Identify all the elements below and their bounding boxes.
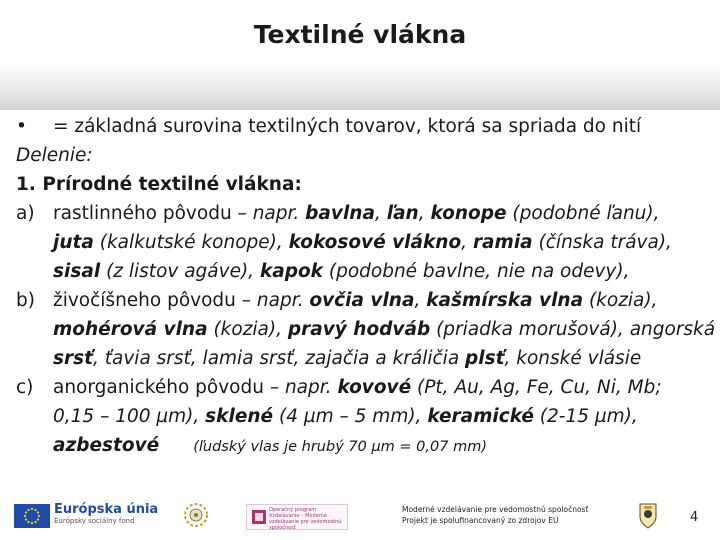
item-c-text: (4 µm – 5 mm), bbox=[273, 406, 428, 427]
item-c-line-1 bbox=[16, 373, 716, 402]
item-b-text: , bbox=[414, 290, 427, 311]
wheel-logo-icon bbox=[183, 502, 209, 532]
page-number: 4 bbox=[690, 510, 699, 525]
item-c-fiber: kovové bbox=[337, 377, 412, 398]
item-a-text: (z listov agáve), bbox=[100, 261, 260, 282]
item-b-text: , ťavia srsť, lamia srsť, zajačia a králičia bbox=[93, 348, 466, 369]
page-title: Textilné vlákna bbox=[253, 20, 467, 49]
item-a-line-1 bbox=[16, 199, 716, 228]
eu-title: Európska únia bbox=[54, 502, 159, 517]
item-a-text: , bbox=[418, 203, 431, 224]
item-a-text: (podobné ľanu), bbox=[506, 203, 660, 224]
item-a-fiber: ramia bbox=[472, 232, 533, 253]
item-b-line-2 bbox=[16, 315, 716, 344]
item-a-line-3 bbox=[16, 257, 716, 286]
item-c-line-3 bbox=[16, 431, 716, 462]
item-c-text: anorganického pôvodu – bbox=[53, 377, 285, 398]
project-line-2: Projekt je spolufinancovaný zo zdrojov EÚ bbox=[402, 516, 559, 525]
division-label: Delenie: bbox=[16, 145, 93, 166]
item-b-text: napr. bbox=[256, 290, 310, 311]
intro-line bbox=[16, 112, 716, 141]
item-c-text: (Pt, Au, Ag, Fe, Cu, Ni, Mb; bbox=[411, 377, 662, 398]
item-c-fiber: keramické bbox=[427, 406, 534, 427]
program-logo-icon bbox=[251, 509, 267, 525]
item-a-fiber: ľan bbox=[386, 203, 419, 224]
item-a-text: , bbox=[461, 232, 473, 253]
hair-note: (ľudský vlas je hrubý 70 µm = 0,07 mm) bbox=[193, 439, 487, 455]
item-b-fiber: ovčia vlna bbox=[309, 290, 415, 311]
eu-subtitle: Európsky sociálny fond bbox=[54, 517, 135, 525]
item-a-fiber: kokosové vlákno bbox=[288, 232, 462, 253]
project-line-1: Moderné vzdelávanie pre vedomostnú spoločnosť bbox=[402, 505, 589, 514]
school-crest-icon bbox=[638, 502, 658, 534]
item-a-label: a) bbox=[16, 203, 35, 224]
item-a-fiber: konope bbox=[430, 203, 507, 224]
footer bbox=[0, 494, 720, 540]
title-band bbox=[0, 62, 720, 110]
item-c-fiber: azbestové bbox=[53, 435, 160, 456]
item-a-text: , bbox=[374, 203, 387, 224]
item-b-line-3 bbox=[16, 344, 716, 373]
item-a-fiber: kapok bbox=[259, 261, 323, 282]
item-a-line-2 bbox=[16, 228, 716, 257]
item-b-fiber: srsť bbox=[53, 348, 93, 369]
section-heading: 1. Prírodné textilné vlákna: bbox=[16, 174, 302, 195]
bullet: • bbox=[16, 116, 27, 137]
item-b-fiber: kašmírska vlna bbox=[426, 290, 584, 311]
item-a-text: rastlinného pôvodu – bbox=[53, 203, 253, 224]
item-a-fiber: bavlna bbox=[305, 203, 375, 224]
item-b-text: , konské vlásie bbox=[504, 348, 642, 369]
item-b-fiber: plsť bbox=[465, 348, 505, 369]
item-a-text: napr. bbox=[252, 203, 306, 224]
item-b-fiber: mohérová vlna bbox=[53, 319, 208, 340]
project-info bbox=[402, 504, 588, 526]
eu-flag-icon bbox=[14, 504, 50, 528]
item-a-fiber: juta bbox=[53, 232, 94, 253]
item-c-line-2 bbox=[16, 402, 716, 431]
eu-label bbox=[54, 502, 158, 526]
item-a-text: (podobné bavlne, nie na odevy), bbox=[322, 261, 630, 282]
program-text: Operačný program Vzdelávanie – Moderné vzdelávanie pre vedomostnú spoločnosť bbox=[269, 507, 342, 531]
item-c-fiber: sklené bbox=[205, 406, 274, 427]
item-b-line-1 bbox=[16, 286, 716, 315]
item-c-text: napr. bbox=[284, 377, 338, 398]
item-b-text: (kozia), bbox=[207, 319, 288, 340]
item-b-text: živočíšneho pôvodu – bbox=[53, 290, 257, 311]
program-logo bbox=[246, 504, 348, 530]
item-b-label: b) bbox=[16, 290, 35, 311]
item-c-text: 0,15 – 100 µm), bbox=[53, 406, 206, 427]
item-b-text: (kozia), bbox=[583, 290, 658, 311]
item-a-text: (čínska tráva), bbox=[532, 232, 672, 253]
item-c-label: c) bbox=[16, 377, 34, 398]
slide-content bbox=[16, 112, 716, 462]
item-b-fiber: pravý hodváb bbox=[287, 319, 431, 340]
item-c-text: (2-15 µm), bbox=[533, 406, 638, 427]
item-b-text: (priadka morušová), angorská bbox=[430, 319, 716, 340]
item-a-fiber: sisal bbox=[53, 261, 101, 282]
intro-text: = základná surovina textilných tovarov, ktorá sa spriada do nití bbox=[53, 116, 642, 137]
item-a-text: (kalkutské konope), bbox=[93, 232, 289, 253]
